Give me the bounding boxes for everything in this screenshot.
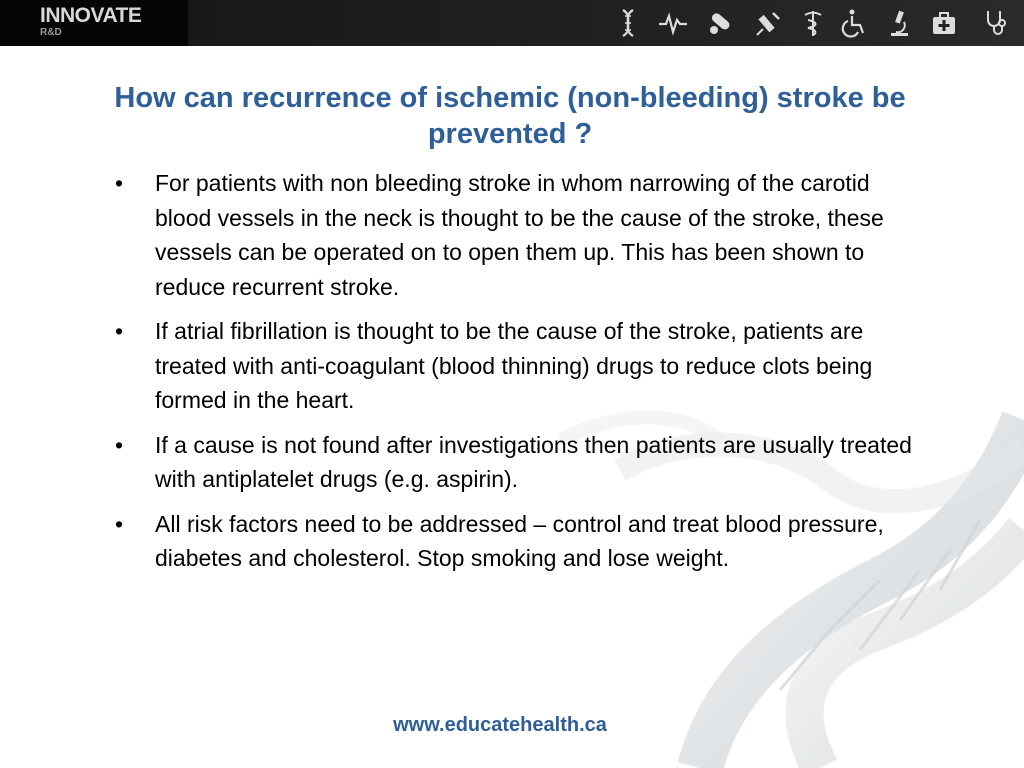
heartbeat-icon [657, 6, 689, 40]
stethoscope-icon [980, 6, 1012, 40]
wheelchair-icon [838, 6, 870, 40]
microscope-icon [883, 6, 915, 40]
footer-url: www.educatehealth.ca [393, 714, 607, 736]
syringe-icon [752, 6, 784, 40]
logo-text: INNOVATE [40, 4, 142, 27]
dna-icon [612, 6, 644, 40]
bullet-marker: • [115, 510, 124, 537]
bullet-marker: • [115, 318, 124, 344]
bullet-item [115, 166, 915, 304]
bullet-marker: • [115, 431, 124, 458]
logo-subtext: R&D [40, 27, 62, 38]
bullet-item [115, 428, 915, 497]
pills-icon [704, 6, 736, 40]
logo [0, 0, 188, 46]
bullet-item [115, 314, 915, 418]
first-aid-kit-icon [928, 6, 960, 40]
bullet-text: For patients with non bleeding stroke in whom narrowing of the carotid blood vessels in the neck is thought to be the cause of the stroke, these vessels can be operated on to open them up. This has been shown to reduce recurrent stroke. [155, 170, 884, 300]
bullet-text: All risk factors need to be addressed – control and treat blood pressure, diabetes and cholesterol. Stop smoking and lose weight. [155, 510, 884, 571]
slide-title: How can recurrence of ischemic (non-bleeding) stroke be prevented ? [114, 82, 906, 150]
bullet-text: If a cause is not found after investigations then patients are usually treated with antiplatelet drugs (e.g. aspirin). [155, 431, 912, 492]
caduceus-icon [797, 6, 829, 40]
bullet-text: If atrial fibrillation is thought to be the cause of the stroke, patients are treated with anti-coagulant (blood thinning) drugs to reduce clots being formed in the heart. [155, 318, 873, 413]
bullet-list [115, 166, 915, 586]
bullet-marker: • [115, 170, 124, 196]
bullet-item [115, 507, 915, 576]
header-bar [0, 0, 1024, 46]
